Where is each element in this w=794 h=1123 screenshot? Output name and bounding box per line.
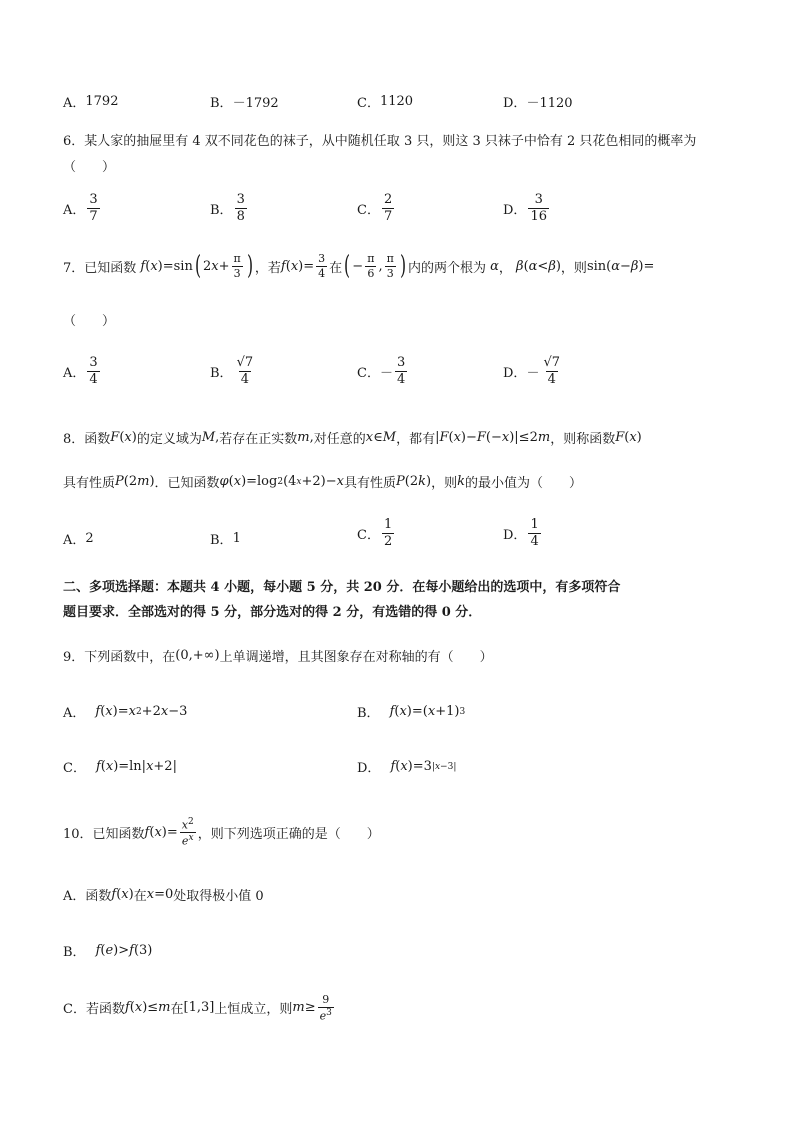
q6-option-b: B． $\frac{3}{8}$ [210,192,245,224]
q7-option-a: A． $\frac{3}{4}$ [63,355,98,387]
q7-paren: （ ） [63,314,116,329]
q8-option-d: D． $\frac{1}{4}$ [503,517,539,549]
q10-option-b: B． f ( e )> f (3) [63,943,153,960]
q9-option-d: D． f ( x )=3 |x−3| [357,759,457,776]
q5-option-c: C． 1120 [357,94,414,111]
q7-option-d: D． － $\frac{√7}{4}$ [503,355,561,387]
section2-heading-line2: 题目要求．全部选对的得 5 分，部分选对的得 2 分，有选错的得 0 分． [63,605,482,620]
q8-stem-line2: 具有性质 P (2 m ) ．已知函数 φ ( x )=log 2 (4 x +2)− x 具有性质 P (2 k ) ，则 k 的最小值为（ ） [63,474,582,491]
q6-option-c: C． $\frac{2}{7}$ [357,192,393,224]
q9-stem: 9．下列函数中，在 (0,+∞) 上单调递增，且其图象存在对称轴的有（ ） [63,648,493,665]
section2-heading-line1: 二、多项选择题：本题共 4 小题，每小题 5 分，共 20 分．在每小题给出的选项中，有多项符合 [63,580,621,595]
q7-stem: 7．已知函数 f ( x )=sin ( 2 x + $\frac{\pi}{3}$ ) ，若 f ( x )= $\frac{3}{4}$ 在 ( − $\frac{\pi}{6}$ , $\frac{\pi}{3}$ ) 内的两个根为 α ， β ( α < β ) ，则 sin( α − β )= [63,251,655,282]
q6-paren: （ ） [63,160,116,175]
q9-option-a: A． f ( x )= x 2 +2 x −3 [63,704,188,721]
q8-option-c: C． $\frac{1}{2}$ [357,517,393,549]
q5-option-d: D． －1120 [503,96,573,111]
q6-stem: 6．某人家的抽屉里有 4 双不同花色的袜子，从中随机任取 3 只，则这 3 只袜子中恰有 2 只花色相同的概率为 [63,134,697,149]
q8-stem-line1: 8．函数 F ( x ) 的定义域为 M , 若存在正实数 m , 对任意的 x ∈ M ，都有 | F ( x )− F (− x )|≤2 m ，则称函数 F ( x ) [63,430,642,447]
q8-option-a: A． 2 [63,531,94,548]
q5-option-b: B． －1792 [210,96,279,111]
q10-option-c: C． 若函数 f ( x )≤ m 在 [1,3] 上恒成立，则 m ≥ $\frac{9}{e^3}$ [63,993,332,1023]
q9-option-b: B． f ( x )=( x +1) 3 [357,704,466,721]
q9-option-c: C． f ( x )=ln| x +2| [63,759,177,776]
q5-option-a: A． 1792 [63,94,119,111]
q7-option-b: B． $\frac{√7}{4}$ [210,355,254,387]
q6-option-a: A． $\frac{3}{7}$ [63,192,98,224]
q10-option-a: A． 函数 f ( x ) 在 x =0 处取得极小值 0 [63,887,264,904]
q6-option-d: D． $\frac{3}{16}$ [503,192,547,224]
q7-option-c: C． － $\frac{3}{4}$ [357,355,406,387]
q10-stem: 10．已知函数 f ( x )= $\frac{x^2}{e^x}$ ，则下列选项正确的是（ ） [63,817,380,848]
q8-option-b: B． 1 [210,531,241,548]
